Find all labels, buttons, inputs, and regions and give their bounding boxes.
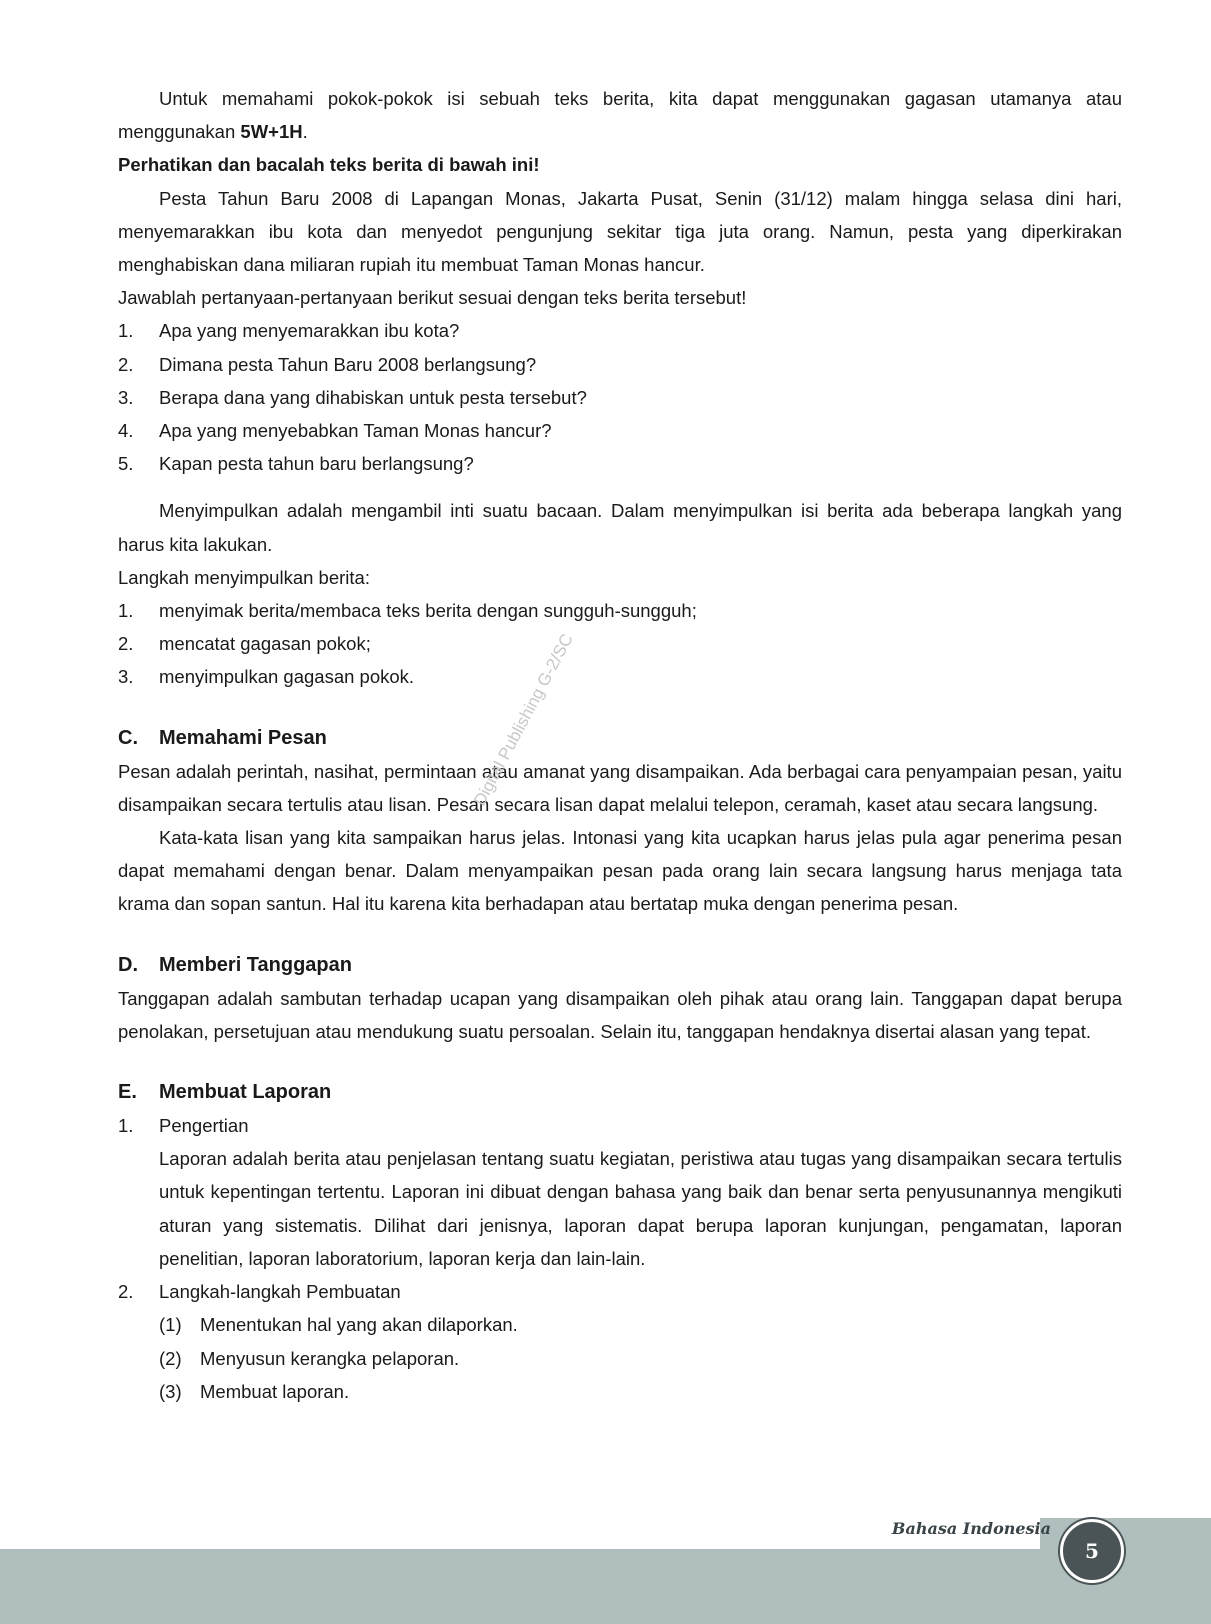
list-item: (3) Membuat laporan. <box>159 1380 350 1402</box>
section-c-heading: C. Memahami Pesan <box>118 726 327 749</box>
intro-paragraph: Untuk memahami pokok-pokok isi sebuah teks berita, kita dapat menggunakan gagasan utamanya atau menggunakan 5W+1H. <box>118 88 1122 143</box>
news-text: Pesta Tahun Baru 2008 di Lapangan Monas, Jakarta Pusat, Senin (31/12) malam hingga selasa dini hari, menyemarakkan ibu kota dan menyedot pengunjung sekitar tiga juta orang. Namun, pesta yang diperkirakan menghabiskan dana miliaran rupiah itu membuat Taman Monas hancur. <box>118 187 1122 276</box>
section-c-paragraph-2: Kata-kata lisan yang kita sampaikan harus jelas. Intonasi yang kita ucapkan harus jelas pula agar penerima pesan dapat memahami dengan benar. Dalam menyampaikan pesan pada orang lain secara langsung harus menjaga tata krama dan sopan santun. Hal itu karena kita berhadapan atau bertatap muka dengan penerima pesan. <box>118 827 1122 915</box>
list-item: (1) Menentukan hal yang akan dilaporkan. <box>159 1314 518 1336</box>
page-content <box>118 82 1122 1408</box>
list-item: 1. menyimak berita/membaca teks berita dengan sungguh-sungguh; <box>118 600 697 622</box>
instruction-text: Perhatikan dan bacalah teks berita di bawah ini! <box>118 154 540 176</box>
steps-list <box>118 594 1122 694</box>
list-item: 2. mencatat gagasan pokok; <box>118 633 371 655</box>
list-item: 5. Kapan pesta tahun baru berlangsung? <box>118 453 474 475</box>
item-text: Laporan adalah berita atau penjelasan tentang suatu kegiatan, peristiwa atau tugas yang disampaikan secara tertulis untuk kepentingan tertentu. Laporan ini dibuat dengan bahasa yang baik dan benar serta penyusunannya mengikuti aturan yang sistematis. Dilihat dari jenisnya, laporan dapat berupa laporan kunjungan, pengamatan, laporan penelitian, laporan laboratorium, laporan kerja dan lain-lain. <box>159 1148 1122 1269</box>
item-title: Langkah-langkah Pembuatan <box>159 1281 401 1303</box>
footer-bar <box>0 1549 1211 1624</box>
section-d-paragraph-1: Tanggapan adalah sambutan terhadap ucapan yang disampaikan oleh pihak atau orang lain. Tanggapan dapat berupa penolakan, persetujuan atau mendukung suatu persoalan. Selain itu, tanggapan hendaknya disertai alasan yang tepat. <box>118 987 1122 1042</box>
list-item: (2) Menyusun kerangka pelaporan. <box>159 1347 460 1369</box>
conclude-paragraph: Menyimpulkan adalah mengambil inti suatu bacaan. Dalam menyimpulkan isi berita ada beberapa langkah yang harus kita lakukan. <box>118 500 1122 555</box>
section-e-list <box>118 1109 1122 1408</box>
item-title: Pengertian <box>159 1115 249 1137</box>
list-item: 3. menyimpulkan gagasan pokok. <box>118 666 415 688</box>
list-item: 2. Langkah-langkah Pembuatan (1) Menentukan hal yang akan dilaporkan. (2) Menyusun kerangka pelaporan. (3) Membuat laporan. <box>118 1275 1122 1408</box>
list-item: 2. Dimana pesta Tahun Baru 2008 berlangsung? <box>118 353 537 375</box>
page-number-badge: 5 <box>1060 1519 1124 1583</box>
footer-book-title: Bahasa Indonesia <box>891 1519 1051 1538</box>
steps-intro: Langkah menyimpulkan berita: <box>118 566 370 588</box>
sub-steps-list <box>159 1308 1122 1408</box>
list-item: 1. Pengertian Laporan adalah berita atau penjelasan tentang suatu kegiatan, peristiwa atau tugas yang disampaikan secara tertulis untuk kepentingan tertentu. Laporan ini dibuat dengan bahasa yang baik dan benar serta penyusunannya mengikuti aturan yang sistematis. Dilihat dari jenisnya, laporan dapat berupa laporan kunjungan, pengamatan, laporan penelitian, laporan laboratorium, laporan kerja dan lain-lain. <box>118 1109 1122 1275</box>
question-list <box>118 314 1122 480</box>
watermark: Digital Publishing G-2/SC <box>470 630 577 809</box>
question-intro: Jawablah pertanyaan-pertanyaan berikut sesuai dengan teks berita tersebut! <box>118 287 747 309</box>
list-item: 3. Berapa dana yang dihabiskan untuk pesta tersebut? <box>118 386 587 408</box>
list-item: 1. Apa yang menyemarakkan ibu kota? <box>118 320 460 342</box>
section-c-paragraph-1: Pesan adalah perintah, nasihat, permintaan atau amanat yang disampaikan. Ada berbagai cara penyampaian pesan, yaitu disampaikan secara tertulis atau lisan. Pesan secara lisan dapat melalui telepon, ceramah, kaset atau secara langsung. <box>118 760 1122 815</box>
list-item: 4. Apa yang menyebabkan Taman Monas hancur? <box>118 420 552 442</box>
section-d-heading: D. Memberi Tanggapan <box>118 953 352 976</box>
section-e-heading: E. Membuat Laporan <box>118 1081 332 1104</box>
